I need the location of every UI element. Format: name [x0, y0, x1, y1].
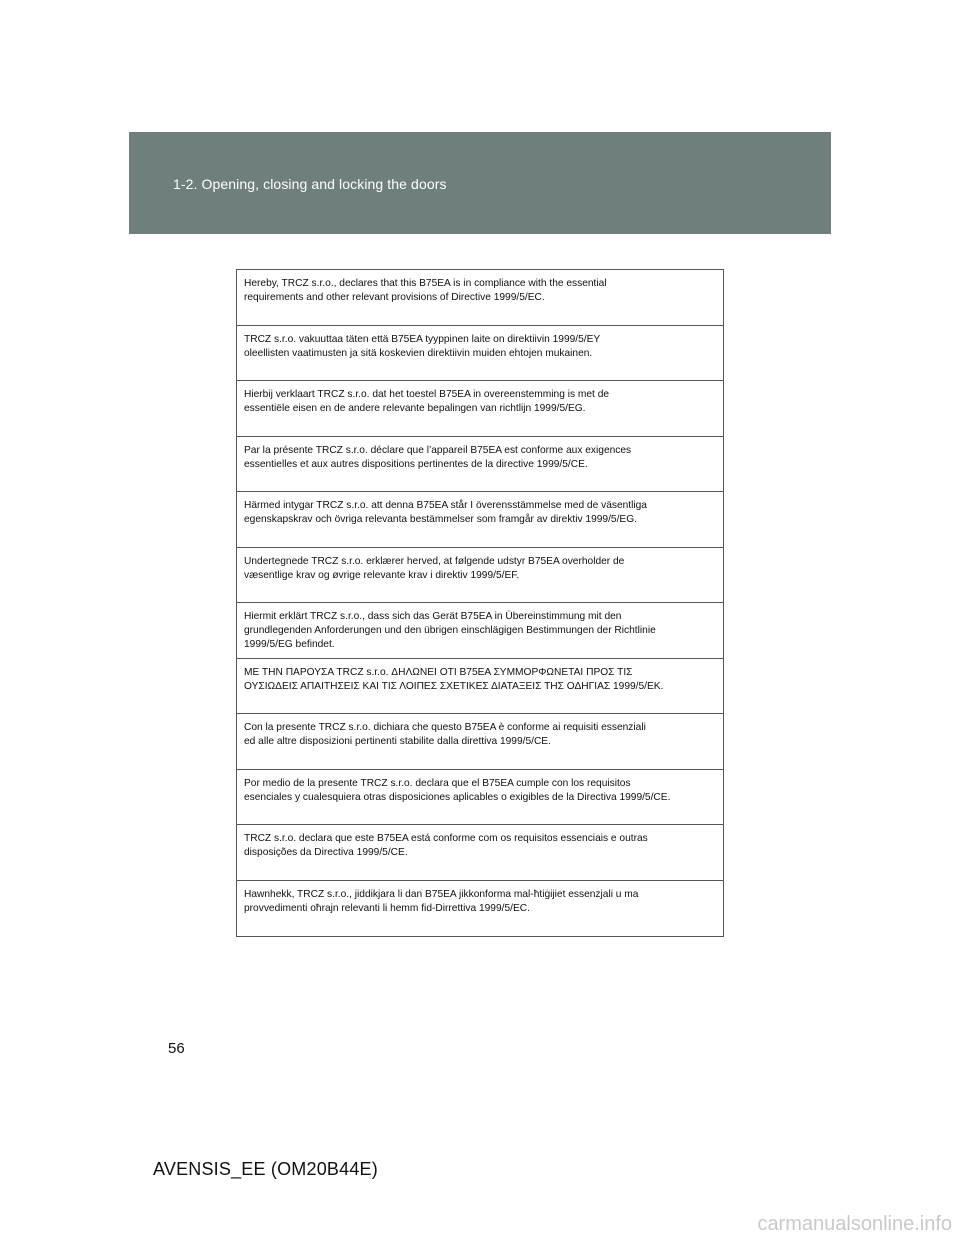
declaration-row-el: ΜΕ ΤΗΝ ΠΑΡΟΥΣΑ TRCZ s.r.o. ΔΗΛΩΝΕΙ ΟΤΙ B75EA ΣΥΜΜΟΡΦΩΝΕΤΑΙ ΠΡΟΣ ΤΙΣ ΟΥΣΙΩΔΕΙΣ ΑΠΑΙΤΗΣΕΙΣ ΚΑΙ ΤΙΣ ΛΟΙΠΕΣ ΣΧΕΤΙΚΕΣ ΔΙΑΤΑΞΕΙΣ ΤΗΣ ΟΔΗΓΙΑΣ 1999/5/ΕΚ.	[237, 659, 723, 715]
page-number: 56	[168, 1040, 185, 1057]
declaration-table	[236, 269, 724, 937]
declaration-row-sv: Härmed intygar TRCZ s.r.o. att denna B75EA står I överensstämmelse med de väsentliga egenskapskrav och övriga relevanta bestämmelser som framgår av direktiv 1999/5/EG.	[237, 492, 723, 548]
declaration-row-en: Hereby, TRCZ s.r.o., declares that this B75EA is in compliance with the essential requirements and other relevant provisions of Directive 1999/5/EC.	[237, 270, 723, 326]
declaration-row-fi: TRCZ s.r.o. vakuuttaa täten että B75EA tyyppinen laite on direktiivin 1999/5/EY oleellisten vaatimusten ja sitä koskevien direktiivin muiden ehtojen mukainen.	[237, 326, 723, 382]
declaration-row-it: Con la presente TRCZ s.r.o. dichiara che questo B75EA è conforme ai requisiti essenziali ed alle altre disposizioni pertinenti stabilite dalla direttiva 1999/5/CE.	[237, 714, 723, 770]
section-title: 1-2. Opening, closing and locking the doors	[173, 176, 447, 192]
declaration-row-de: Hiermit erklärt TRCZ s.r.o., dass sich das Gerät B75EA in Übereinstimmung mit den grundlegenden Anforderungen und den übrigen einschlägigen Bestimmungen der Richtlinie 1999/5/EG befindet.	[237, 603, 723, 659]
document-code: AVENSIS_EE (OM20B44E)	[153, 1159, 378, 1179]
section-header-band	[129, 132, 831, 234]
declaration-row-mt: Hawnhekk, TRCZ s.r.o., jiddikjara li dan B75EA jikkonforma mal-ħtiġijiet essenzjali u ma provvedimenti oħrajn relevanti li hemm fid-Dirrettiva 1999/5/EC.	[244, 888, 639, 914]
declaration-row-pt: TRCZ s.r.o. declara que este B75EA está conforme com os requisitos essenciais e outras disposições da Directiva 1999/5/CE.	[237, 825, 723, 881]
declaration-row-da: Undertegnede TRCZ s.r.o. erklærer herved, at følgende udstyr B75EA overholder de væsentlige krav og øvrige relevante krav i direktiv 1999/5/EF.	[237, 548, 723, 604]
declaration-row-nl: Hierbij verklaart TRCZ s.r.o. dat het toestel B75EA in overeenstemming is met de essentiële eisen en de andere relevante bepalingen van richtlijn 1999/5/EG.	[237, 381, 723, 437]
watermark: carmanualsonline.info	[757, 1213, 952, 1235]
declaration-row-fr: Par la présente TRCZ s.r.o. déclare que l’appareil B75EA est conforme aux exigences essentielles et aux autres dispositions pertinentes de la directive 1999/5/CE.	[237, 437, 723, 493]
declaration-row-es: Por medio de la presente TRCZ s.r.o. declara que el B75EA cumple con los requisitos esenciales y cualesquiera otras disposiciones aplicables o exigibles de la Directiva 1999/5/CE.	[237, 770, 723, 826]
